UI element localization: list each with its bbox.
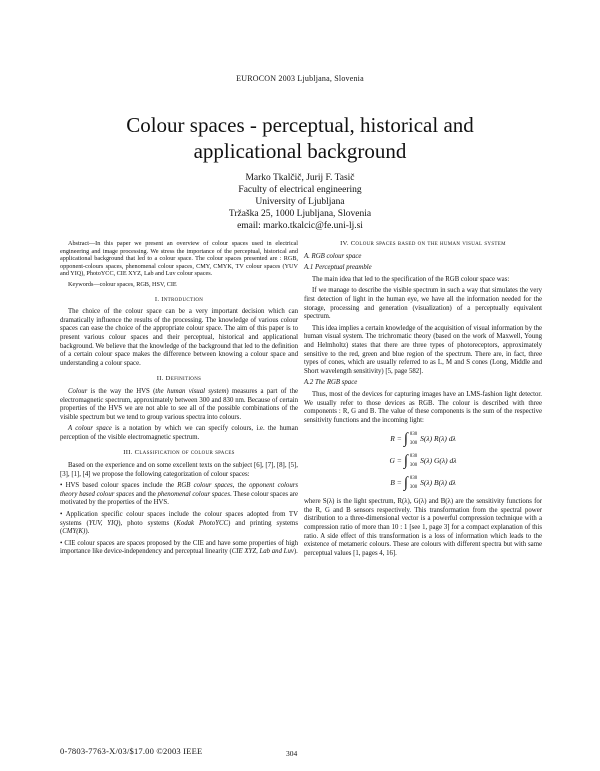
equation-b bbox=[304, 472, 542, 494]
section-definitions-heading: II. Definitions bbox=[156, 375, 202, 383]
bullet2-text-b: ), photo systems ( bbox=[118, 519, 177, 527]
integral-sign: ∫ bbox=[403, 452, 408, 469]
definitions-text-b: ) measures a part of the electromagnetic spectrum, approximately between 300 and 830 nm. Because of certain properties of the HVS we are not able to see all of the possible combinations of the visible spectrum but we tend to group various spectra into colours. bbox=[60, 387, 298, 421]
page-number: 304 bbox=[286, 749, 298, 758]
definitions-text-a: is the way the HVS ( bbox=[87, 387, 156, 395]
equation-b-rhs: S(λ) B(λ) dλ bbox=[420, 477, 456, 487]
bullet1-rgb: RGB colour spaces bbox=[177, 482, 233, 490]
author-university: University of Ljubljana bbox=[255, 197, 345, 207]
bullet2-tv: YUV, YIQ bbox=[88, 519, 119, 527]
definitions-text-c: is a notation by which we can specify colours, i.e. the human perception of the visible electromagnetic spectrum. bbox=[60, 425, 298, 441]
bullet1-opponent: opponent colours theory based colour spaces bbox=[60, 482, 299, 498]
integral-limits bbox=[410, 430, 417, 448]
bullet3-text-a: • CIE colour spaces are spaces proposed by the CIE and have some properties of high importance like device-independency and perceptual linearity ( bbox=[60, 539, 298, 556]
conference-header: EUROCON 2003 Ljubljana, Slovenia bbox=[236, 74, 364, 83]
integral-lower: 300 bbox=[409, 463, 418, 469]
section-classification-heading: III. Classification of colour spaces bbox=[123, 449, 235, 457]
title-line-2: applicational background bbox=[193, 139, 407, 163]
integral-upper: 830 bbox=[409, 454, 418, 460]
bullet2-kodak: Kodak PhotoYCC bbox=[176, 519, 229, 527]
bullet1-text-a: • HVS based colour spaces include the bbox=[60, 482, 178, 490]
bullet-cie bbox=[60, 540, 298, 557]
section-introduction-heading: I. Introduction bbox=[154, 295, 204, 303]
integral-lower: 300 bbox=[409, 485, 418, 491]
integral-sign: ∫ bbox=[403, 474, 408, 491]
bullet3-text-b: ). bbox=[293, 548, 298, 556]
equation-g-lhs: G = bbox=[389, 455, 402, 465]
sensitivity-paragraph: where S(λ) is the light spectrum, R(λ), G(λ) and B(λ) are the sensitivity functions for the R, G and B sensors respectively. This transformation from the spectral power distribution to a three-dimensional vector is a powerful compression technique with a compression ratio of more than 10 : 1 [see 1, page 3] for a compact explanation of this ratio. A side effect of this transformation is a loss of information which leads to the existence of metameric colours. These are colours with different spectra but with same perceptual values [1, pages 4, 16]. bbox=[304, 498, 542, 557]
keywords: Keywords—colour spaces, RGB, HSV, CIE bbox=[68, 280, 177, 288]
bullet2-text-d: ). bbox=[85, 528, 90, 536]
author-names: Marko Tkalčič, Jurij F. Tasič bbox=[245, 173, 355, 183]
author-faculty: Faculty of electrical engineering bbox=[238, 185, 362, 195]
section-hvs-heading: IV. Colour spaces based on the human visual system bbox=[340, 240, 506, 247]
left-column bbox=[60, 240, 298, 560]
title-line-1: Colour spaces - perceptual, historical and bbox=[126, 113, 474, 137]
paper-title bbox=[60, 112, 540, 164]
equation-b-lhs: B = bbox=[390, 477, 402, 487]
bullet-hvs-based bbox=[60, 482, 298, 508]
introduction-paragraph: The choice of the colour space can be a very important decision which can dramatically influence the results of the processing. The knowledge of various colour spaces can ease the choice of the appropriate colour space. The aim of this paper is to present various colour spaces and their perceptual, historical and applicational background. We believe that the knowledge of the background that led to the definition of a certain colour space makes the difference between knowing a colour space and understanding a colour space. bbox=[60, 308, 298, 367]
definitions-paragraph-1 bbox=[60, 388, 298, 422]
author-email: email: marko.tkalcic@fe.uni-lj.si bbox=[237, 221, 363, 231]
classification-paragraph: Based on the experience and on some excellent texts on the subject [6], [7], [8], [5], [3], [1], [4] we propose the following categorization of colour spaces: bbox=[60, 462, 298, 478]
bullet2-text-c: ) and printing systems ( bbox=[60, 519, 298, 536]
bullet1-text-c: and the bbox=[134, 490, 158, 498]
integral-limits bbox=[410, 452, 417, 470]
bullet2-text-a: • Application specific colour spaces include the colour spaces adopted from TV systems ( bbox=[60, 511, 298, 527]
definitions-paragraph-2 bbox=[60, 425, 298, 442]
term-hvs: the human visual system bbox=[155, 387, 227, 395]
equation-r bbox=[304, 428, 542, 450]
integral-lower: 300 bbox=[409, 441, 418, 447]
bullet-application-specific bbox=[60, 511, 298, 537]
abstract: Abstract—In this paper we present an overview of colour spaces used in electrical engineering and image processing. We stress the importance of the perceptual, historical and applicational background that led to a colour space. The colour spaces presented are : RGB, opponent-colours spaces, phenomenal colour spaces, CMY, CMYK, TV colour spaces (YUV and YIQ), PhotoYCC, CIE XYZ, Lab and Luv colour spaces. bbox=[60, 240, 298, 278]
author-address: Tržaška 25, 1000 Ljubljana, Slovenia bbox=[228, 209, 372, 219]
footer-copyright: 0-7803-7763-X/03/$17.00 ©2003 IEEE bbox=[60, 746, 203, 756]
integral-upper: 830 bbox=[409, 476, 418, 482]
subsubsection-rgb-space-heading: A.2 The RGB space bbox=[304, 379, 358, 387]
subsubsection-perceptual-heading: A.1 Perceptual preamble bbox=[304, 264, 372, 272]
equation-r-lhs: R = bbox=[390, 433, 402, 443]
integral-upper: 830 bbox=[409, 432, 418, 438]
equation-g-rhs: S(λ) G(λ) dλ bbox=[420, 455, 457, 465]
equation-g bbox=[304, 450, 542, 472]
term-colour-space: A colour space bbox=[68, 425, 112, 433]
rgb-quote: If we manage to describe the visible spectrum in such a way that simulates the very first detection of light in the human eye, we have all the information needed for the storage, processing and generation (visualization) of a perceptually equivalent spectrum. bbox=[304, 287, 542, 321]
bullet1-text-d: . These colour spaces are motivated by the properties of the HVS. bbox=[60, 490, 298, 507]
subsection-rgb-heading: A. RGB colour space bbox=[304, 252, 362, 260]
rgb-space-paragraph: Thus, most of the devices for capturing images have an LMS-fashion light detector. We usually refer to those devices as RGB. The colour is described with three components : R, G and B. The value of these components is the sum of the respective sensitivity functions and the incoming light: bbox=[304, 390, 542, 424]
term-colour: Colour bbox=[68, 387, 88, 395]
author-block bbox=[150, 172, 450, 232]
integral-sign: ∫ bbox=[403, 430, 408, 447]
rgb-intro-paragraph: The main idea that led to the specification of the RGB colour space was: bbox=[312, 275, 510, 283]
bullet1-phenomenal: phenomenal colour spaces bbox=[157, 490, 230, 498]
equation-r-rhs: S(λ) R(λ) dλ bbox=[420, 433, 456, 443]
bullet1-text-b: , the bbox=[232, 482, 250, 490]
rgb-equations bbox=[304, 428, 542, 494]
right-column bbox=[304, 240, 542, 561]
trichromatic-paragraph: This idea implies a certain knowledge of the acquisition of visual information by the human visual system. The trichromatic theory (based on the work of Maxwell, Young and Helmholtz) states that there are three types of photoreceptors, approximately sensitive to the red, green and blue region of the spectrum. There are, in fact, three types of cones, which are usually referred to as L, M and S cones (Long, Middle and Short wavelength sensitivity) [5, page 582]. bbox=[304, 324, 542, 375]
bullet2-cmy: CMY(K) bbox=[62, 528, 86, 536]
bullet3-cie: CIE XYZ, Lab and Luv bbox=[231, 548, 294, 556]
integral-limits bbox=[410, 474, 417, 492]
